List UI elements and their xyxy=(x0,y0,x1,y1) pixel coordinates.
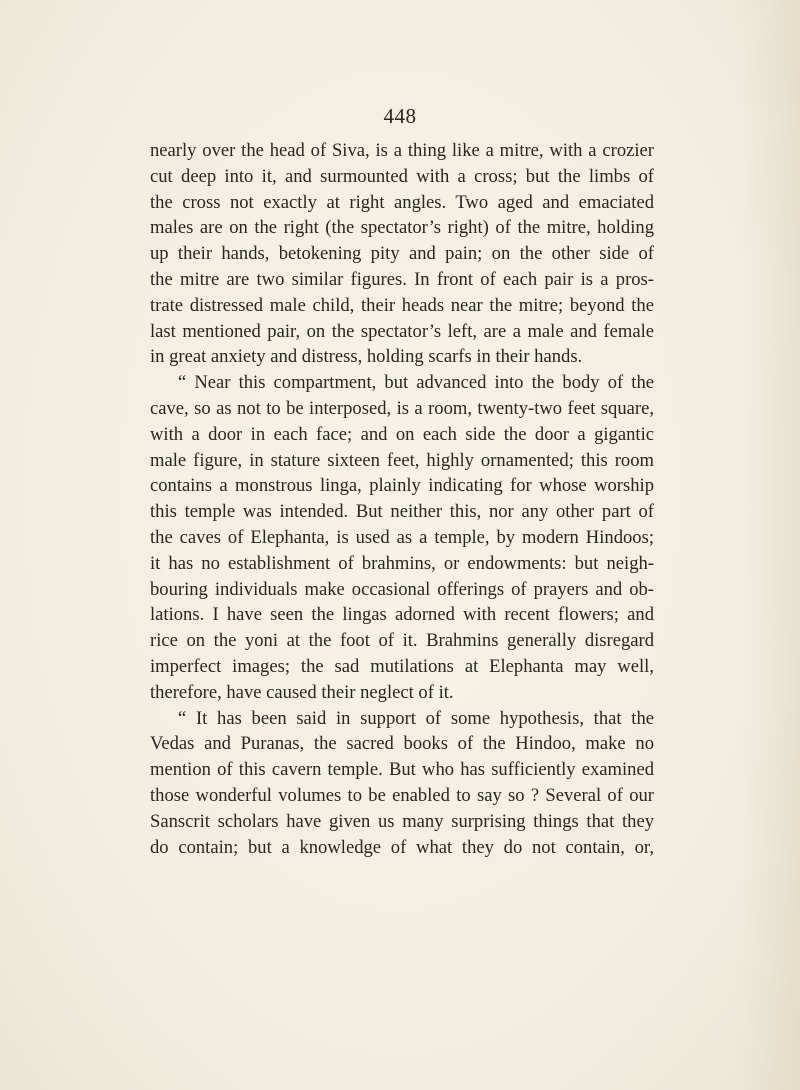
text-line: the mitre are two similar figures. In front of each pair is a pros- xyxy=(150,268,654,290)
text-line: Sanscrit scholars have given us many surprising things that they xyxy=(150,810,654,832)
text-line: cave, so as not to be interposed, is a room, twenty-two feet square, xyxy=(150,397,654,419)
text-line: this temple was intended. But neither this, nor any other part of xyxy=(150,501,654,523)
text-line: it has no establishment of brahmins, or endowments: but neigh- xyxy=(150,552,654,574)
text-line: therefore, have caused their neglect of it. xyxy=(150,681,454,703)
text-line: males are on the right (the spectator’s right) of the mitre, holding xyxy=(150,217,654,239)
page-edge-shading xyxy=(740,0,800,1090)
text-line: imperfect images; the sad mutilations at Elephanta may well, xyxy=(150,655,654,677)
text-line: male figure, in stature sixteen feet, highly ornamented; this room xyxy=(150,449,654,471)
text-line: last mentioned pair, on the spectator’s left, are a male and female xyxy=(150,320,654,342)
text-line: “ It has been said in support of some hypothesis, that the xyxy=(178,707,654,729)
text-line: in great anxiety and distress, holding scarfs in their hands. xyxy=(150,346,583,368)
page-number: 448 xyxy=(383,104,417,128)
text-line: nearly over the head of Siva, is a thing like a mitre, with a crozier xyxy=(150,140,654,161)
text-line: those wonderful volumes to be enabled to say so ? Several of our xyxy=(150,784,654,806)
text-line: Vedas and Puranas, the sacred books of the Hindoo, make no xyxy=(150,733,654,755)
text-line: do contain; but a knowledge of what they do not contain, or, xyxy=(150,836,654,858)
text-line: the cross not exactly at right angles. Two aged and emaciated xyxy=(150,191,654,213)
text-line: rice on the yoni at the foot of it. Brahmins generally disregard xyxy=(150,630,654,652)
text-line: the caves of Elephanta, is used as a temple, by modern Hindoos; xyxy=(150,526,654,548)
text-line: contains a monstrous linga, plainly indicating for whose worship xyxy=(150,475,654,497)
text-line: mention of this cavern temple. But who has sufficiently examined xyxy=(150,759,654,781)
text-line: trate distressed male child, their heads near the mitre; beyond the xyxy=(150,294,654,316)
text-line: cut deep into it, and surmounted with a cross; but the limbs of xyxy=(150,165,654,187)
text-line: up their hands, betokening pity and pain; on the other side of xyxy=(150,243,654,265)
body-text xyxy=(150,138,654,860)
text-line: “ Near this compartment, but advanced into the body of the xyxy=(178,372,654,394)
text-line: with a door in each face; and on each side the door a gigantic xyxy=(150,423,654,445)
text-line: lations. I have seen the lingas adorned with recent flowers; and xyxy=(150,604,654,626)
text-line: bouring individuals make occasional offerings of prayers and ob- xyxy=(150,578,654,600)
